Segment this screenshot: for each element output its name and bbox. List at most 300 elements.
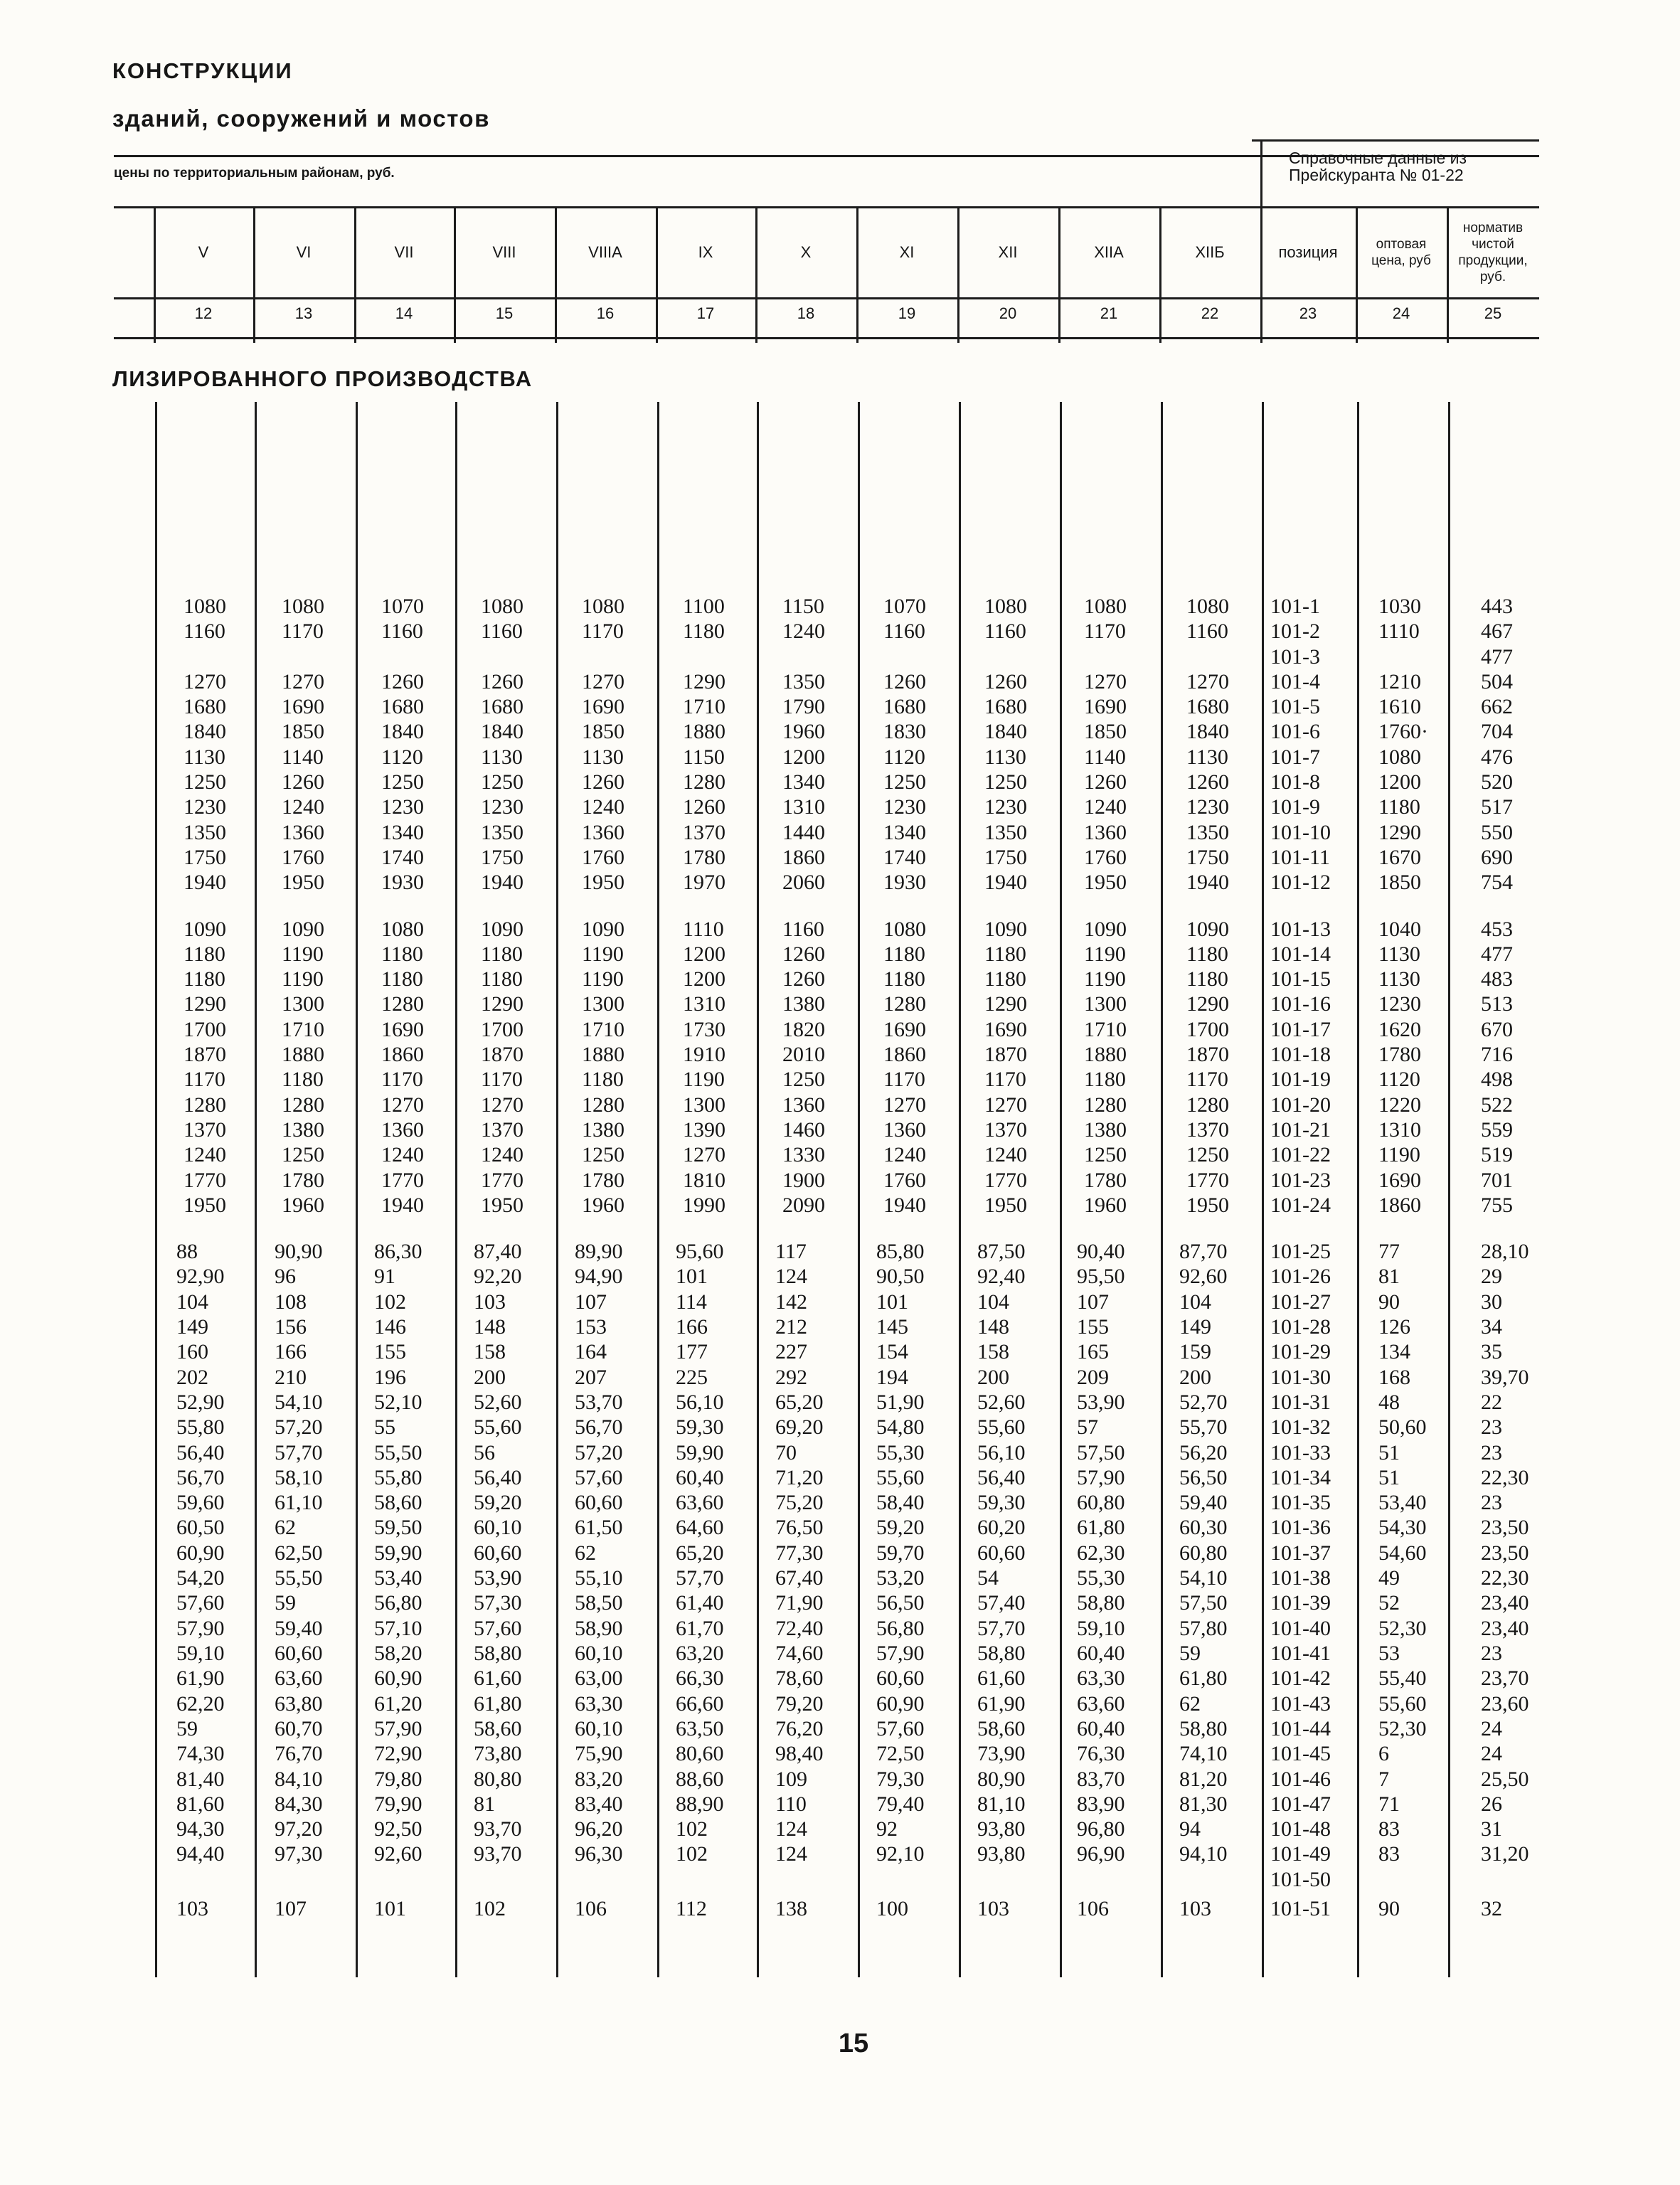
column-number: 18: [797, 304, 815, 322]
table-cell: 101-45: [1270, 1742, 1331, 1765]
table-cell: 57,60: [575, 1466, 623, 1489]
table-cell: 1080: [1378, 745, 1421, 769]
table-cell: 101-12: [1270, 871, 1331, 894]
table-cell: 23,50: [1481, 1516, 1529, 1539]
table-cell: 467: [1481, 620, 1513, 643]
table-cell: 56,80: [876, 1617, 925, 1640]
table-cell: 88,60: [676, 1767, 724, 1791]
table-cell: 1950: [1084, 871, 1127, 894]
table-cell: 56,10: [977, 1441, 1026, 1464]
table-cell: 96,80: [1077, 1817, 1125, 1841]
table-cell: 1680: [481, 695, 523, 718]
table-cell: 55,80: [374, 1466, 422, 1489]
table-cell: 1740: [883, 846, 926, 869]
table-cell: 156: [275, 1315, 307, 1339]
table-cell: 1100: [683, 595, 725, 618]
table-cell: 53,40: [374, 1566, 422, 1590]
table-cell: 57,30: [474, 1591, 522, 1615]
table-cell: 54,60: [1378, 1541, 1427, 1565]
table-cell: 60,40: [1077, 1642, 1125, 1665]
table-cell: 101-23: [1270, 1169, 1331, 1192]
table-cell: 1240: [282, 795, 324, 819]
table-cell: 92: [876, 1817, 898, 1841]
table-cell: 60,60: [977, 1541, 1026, 1565]
table-cell: 704: [1481, 720, 1513, 743]
table-cell: 754: [1481, 871, 1513, 894]
table-cell: 1190: [1084, 942, 1126, 966]
column-number: 21: [1100, 304, 1118, 322]
table-cell: 52,60: [977, 1391, 1026, 1414]
heading-line1: КОНСТРУКЦИИ: [112, 58, 293, 83]
table-cell: 62,50: [275, 1541, 323, 1565]
table-cell: 1360: [1084, 821, 1127, 844]
table-cell: 1170: [1084, 620, 1126, 643]
table-cell: 61,70: [676, 1617, 724, 1640]
table-cell: 56,40: [977, 1466, 1026, 1489]
table-cell: 1860: [1378, 1193, 1421, 1217]
table-cell: 101-4: [1270, 670, 1320, 693]
table-cell: 92,10: [876, 1842, 925, 1866]
column-header: VI: [296, 243, 312, 261]
table-cell: 56,50: [876, 1591, 925, 1615]
table-cell: 80,80: [474, 1767, 522, 1791]
table-cell: 1330: [782, 1143, 825, 1166]
table-cell: 1290: [683, 670, 725, 693]
table-cell: 1190: [282, 942, 324, 966]
table-cell: 104: [176, 1290, 208, 1314]
table-cell: 292: [775, 1366, 807, 1389]
table-cell: 23,50: [1481, 1541, 1529, 1565]
table-cell: 56,40: [176, 1441, 225, 1464]
table-cell: 1930: [381, 871, 424, 894]
table-cell: 71: [1378, 1792, 1400, 1816]
table-cell: 1870: [481, 1043, 523, 1066]
table-cell: 1260: [984, 670, 1027, 693]
table-cell: 1350: [782, 670, 825, 693]
table-cell: 1880: [683, 720, 725, 743]
table-cell: 194: [876, 1366, 908, 1389]
table-cell: 1160: [782, 918, 824, 941]
table-cell: 101-13: [1270, 918, 1331, 941]
table-cell: 56,70: [575, 1415, 623, 1439]
table-cell: 83,90: [1077, 1792, 1125, 1816]
table-cell: 58,10: [275, 1466, 323, 1489]
table-cell: 59,50: [374, 1516, 422, 1539]
table-cell: 149: [176, 1315, 208, 1339]
heading-line3: ЛИЗИРОВАННОГО ПРОИЗВОДСТВА: [112, 366, 533, 391]
table-cell: 670: [1481, 1018, 1513, 1041]
table-cell: 1840: [1186, 720, 1229, 743]
table-cell: 101-39: [1270, 1591, 1331, 1615]
table-cell: 103: [474, 1290, 506, 1314]
table-cell: 1750: [984, 846, 1027, 869]
table-cell: 101-22: [1270, 1143, 1331, 1166]
table-cell: 1240: [984, 1143, 1027, 1166]
table-cell: 1740: [381, 846, 424, 869]
table-cell: 1090: [184, 918, 226, 941]
table-cell: 701: [1481, 1169, 1513, 1192]
table-cell: 1260: [1186, 770, 1229, 794]
table-cell: 158: [474, 1340, 506, 1363]
table-cell: 57,60: [474, 1617, 522, 1640]
table-cell: 1290: [984, 992, 1027, 1016]
table-cell: 55,60: [977, 1415, 1026, 1439]
table-cell: 54,30: [1378, 1516, 1427, 1539]
table-cell: 1760·: [1378, 720, 1428, 743]
column-number: 16: [596, 304, 615, 322]
table-cell: 1240: [481, 1143, 523, 1166]
table-cell: 1260: [1084, 770, 1127, 794]
table-cell: 76,30: [1077, 1742, 1125, 1765]
column-number: 20: [999, 304, 1017, 322]
table-cell: 56,50: [1179, 1466, 1228, 1489]
table-cell: 24: [1481, 1742, 1502, 1765]
table-cell: 1860: [782, 846, 825, 869]
table-cell: 74,60: [775, 1642, 824, 1665]
table-cell: 1120: [883, 745, 925, 769]
table-cell: 1190: [582, 967, 624, 991]
table-cell: 55,30: [876, 1441, 925, 1464]
table-cell: 101-34: [1270, 1466, 1331, 1489]
table-cell: 1300: [582, 992, 624, 1016]
table-cell: 57,40: [977, 1591, 1026, 1615]
table-cell: 1690: [381, 1018, 424, 1041]
table-cell: 79,90: [374, 1792, 422, 1816]
table-cell: 92,60: [374, 1842, 422, 1866]
table-cell: 160: [176, 1340, 208, 1363]
table-cell: 1460: [782, 1118, 825, 1142]
table-cell: 100: [876, 1897, 908, 1920]
table-cell: 62,20: [176, 1692, 225, 1716]
table-cell: 101-24: [1270, 1193, 1331, 1217]
table-cell: 58,60: [474, 1717, 522, 1740]
table-cell: 1360: [782, 1093, 825, 1117]
table-cell: 89,90: [575, 1240, 623, 1263]
table-cell: 102: [676, 1817, 708, 1841]
table-cell: 88,90: [676, 1792, 724, 1816]
table-cell: 101-7: [1270, 745, 1320, 769]
table-cell: 1190: [683, 1068, 725, 1091]
table-cell: 94,10: [1179, 1842, 1228, 1866]
table-cell: 60,60: [474, 1541, 522, 1565]
table-cell: 52,60: [474, 1391, 522, 1414]
table-cell: 93,80: [977, 1842, 1026, 1866]
table-cell: 1080: [1186, 595, 1229, 618]
prices-label: цены по территориальным районам, руб.: [114, 166, 395, 181]
table-cell: 1240: [1084, 795, 1127, 819]
table-cell: 207: [575, 1366, 607, 1389]
table-cell: 1860: [381, 1043, 424, 1066]
table-cell: 101: [374, 1897, 406, 1920]
table-cell: 29: [1481, 1265, 1502, 1288]
table-cell: 155: [374, 1340, 406, 1363]
table-cell: 1180: [883, 942, 925, 966]
table-cell: 63,50: [676, 1717, 724, 1740]
table-cell: 1280: [282, 1093, 324, 1117]
table-cell: 1670: [1378, 846, 1421, 869]
table-cell: 504: [1481, 670, 1513, 693]
column-header: VIII: [492, 243, 516, 261]
table-cell: 1950: [984, 1193, 1027, 1217]
table-cell: 94,30: [176, 1817, 225, 1841]
table-cell: 1820: [782, 1018, 825, 1041]
table-cell: 107: [575, 1290, 607, 1314]
table-cell: 62: [575, 1541, 596, 1565]
table-cell: 1370: [1186, 1118, 1229, 1142]
table-cell: 56,10: [676, 1391, 724, 1414]
table-cell: 31,20: [1481, 1842, 1529, 1866]
table-cell: 77,30: [775, 1541, 824, 1565]
table-cell: 60,30: [1179, 1516, 1228, 1539]
table-cell: 39,70: [1481, 1366, 1529, 1389]
table-cell: 1170: [984, 1068, 1026, 1091]
table-cell: 62,30: [1077, 1541, 1125, 1565]
table-cell: 57,50: [1179, 1591, 1228, 1615]
table-cell: 58,40: [876, 1491, 925, 1514]
table-cell: 2010: [782, 1043, 825, 1066]
table-cell: 75,90: [575, 1742, 623, 1765]
table-cell: 1090: [582, 918, 624, 941]
column-header: XI: [899, 243, 915, 261]
table-cell: 60,40: [1077, 1717, 1125, 1740]
table-cell: 1160: [1186, 620, 1228, 643]
table-cell: 23,40: [1481, 1591, 1529, 1615]
table-cell: 1280: [883, 992, 926, 1016]
table-cell: 94,90: [575, 1265, 623, 1288]
table-cell: 83,70: [1077, 1767, 1125, 1791]
table-cell: 1080: [184, 595, 226, 618]
table-cell: 55: [374, 1415, 395, 1439]
table-cell: 1080: [1084, 595, 1127, 618]
table-cell: 61,40: [676, 1591, 724, 1615]
table-cell: 200: [1179, 1366, 1211, 1389]
table-cell: 23,70: [1481, 1666, 1529, 1690]
table-cell: 52: [1378, 1591, 1400, 1615]
table-cell: 52,70: [1179, 1391, 1228, 1414]
table-cell: 90: [1378, 1897, 1400, 1920]
column-header: VII: [394, 243, 414, 261]
table-cell: 59,30: [676, 1415, 724, 1439]
table-cell: 1950: [1186, 1193, 1229, 1217]
table-cell: 79,20: [775, 1692, 824, 1716]
table-cell: 1130: [184, 745, 225, 769]
table-cell: 1350: [984, 821, 1027, 844]
table-cell: 755: [1481, 1193, 1513, 1217]
table-cell: 112: [676, 1897, 707, 1920]
table-cell: 56: [474, 1441, 495, 1464]
table-cell: 84,10: [275, 1767, 323, 1791]
table-cell: 60,10: [575, 1642, 623, 1665]
table-cell: 1780: [683, 846, 725, 869]
table-cell: 57,70: [275, 1441, 323, 1464]
table-cell: 1280: [582, 1093, 624, 1117]
table-cell: 1940: [381, 1193, 424, 1217]
table-cell: 1260: [481, 670, 523, 693]
column-number: 22: [1201, 304, 1219, 322]
table-cell: 101-29: [1270, 1340, 1331, 1363]
table-cell: 1360: [582, 821, 624, 844]
table-cell: 56,20: [1179, 1441, 1228, 1464]
table-cell: 202: [176, 1366, 208, 1389]
table-cell: 57,90: [374, 1717, 422, 1740]
table-cell: 1160: [883, 620, 925, 643]
table-cell: 101-15: [1270, 967, 1331, 991]
table-cell: 1260: [683, 795, 725, 819]
table-cell: 103: [977, 1897, 1009, 1920]
table-cell: 1260: [782, 942, 825, 966]
column-separator: [455, 402, 457, 1977]
table-cell: 63,20: [676, 1642, 724, 1665]
table-cell: 102: [474, 1897, 506, 1920]
table-cell: 124: [775, 1265, 807, 1288]
table-cell: 80,60: [676, 1742, 724, 1765]
table-cell: 1160: [481, 620, 523, 643]
table-cell: 476: [1481, 745, 1513, 769]
table-cell: 1250: [481, 770, 523, 794]
table-cell: 61,80: [474, 1692, 522, 1716]
table-cell: 59,90: [676, 1441, 724, 1464]
table-cell: 1710: [1084, 1018, 1127, 1041]
table-cell: 166: [275, 1340, 307, 1363]
table-cell: 1360: [381, 1118, 424, 1142]
table-cell: 76,20: [775, 1717, 824, 1740]
table-cell: 57: [1077, 1415, 1098, 1439]
table-cell: 101-42: [1270, 1666, 1331, 1690]
table-cell: 103: [176, 1897, 208, 1920]
table-cell: 101-41: [1270, 1642, 1331, 1665]
table-cell: 101-37: [1270, 1541, 1331, 1565]
table-cell: 51: [1378, 1441, 1400, 1464]
table-cell: 1700: [184, 1018, 226, 1041]
table-cell: 101-36: [1270, 1516, 1331, 1539]
table-cell: 1780: [1378, 1043, 1421, 1066]
table-cell: 92,50: [374, 1817, 422, 1841]
table-cell: 101: [676, 1265, 708, 1288]
table-cell: 96: [275, 1265, 296, 1288]
table-cell: 98,40: [775, 1742, 824, 1765]
column-separator: [1357, 402, 1359, 1977]
table-cell: 60,50: [176, 1516, 225, 1539]
table-cell: 1200: [782, 745, 825, 769]
table-cell: 101-1: [1270, 595, 1320, 618]
table-cell: 22,30: [1481, 1466, 1529, 1489]
table-cell: 1880: [582, 1043, 624, 1066]
table-cell: 1960: [282, 1193, 324, 1217]
table-cell: 1760: [282, 846, 324, 869]
table-cell: 1840: [984, 720, 1027, 743]
table-cell: 1950: [184, 1193, 226, 1217]
table-cell: 1140: [1084, 745, 1126, 769]
table-cell: 53,40: [1378, 1491, 1427, 1514]
column-separator: [155, 402, 157, 1977]
table-cell: 58,80: [977, 1642, 1026, 1665]
table-cell: 1150: [782, 595, 824, 618]
table-cell: 1790: [782, 695, 825, 718]
table-cell: 54,20: [176, 1566, 225, 1590]
table-cell: 63,60: [275, 1666, 323, 1690]
table-cell: 1950: [282, 871, 324, 894]
table-cell: 1970: [683, 871, 725, 894]
table-cell: 53,90: [474, 1566, 522, 1590]
table-cell: 106: [575, 1897, 607, 1920]
table-cell: 1350: [481, 821, 523, 844]
table-cell: 1180: [184, 942, 225, 966]
column-number: 19: [898, 304, 916, 322]
table-cell: 70: [775, 1441, 797, 1464]
table-cell: 103: [1179, 1897, 1211, 1920]
table-cell: 52,10: [374, 1391, 422, 1414]
table-cell: 1750: [481, 846, 523, 869]
table-cell: 1270: [381, 1093, 424, 1117]
table-cell: 60,90: [876, 1692, 925, 1716]
table-cell: 53: [1378, 1642, 1400, 1665]
table-cell: 1180: [1186, 967, 1228, 991]
table-cell: 58,60: [977, 1717, 1026, 1740]
table-cell: 1350: [1186, 821, 1229, 844]
table-cell: 57,60: [176, 1591, 225, 1615]
table-cell: 50,60: [1378, 1415, 1427, 1439]
table-cell: 1240: [381, 1143, 424, 1166]
column-separator: [356, 402, 358, 1977]
table-cell: 124: [775, 1842, 807, 1866]
table-cell: 54,10: [275, 1391, 323, 1414]
table-cell: 86,30: [374, 1240, 422, 1263]
table-cell: 1260: [782, 967, 825, 991]
table-cell: 101-35: [1270, 1491, 1331, 1514]
table-cell: 1290: [1186, 992, 1229, 1016]
table-cell: 1690: [1378, 1169, 1421, 1192]
table-cell: 1190: [582, 942, 624, 966]
table-cell: 1300: [282, 992, 324, 1016]
table-cell: 1870: [184, 1043, 226, 1066]
table-cell: 1940: [984, 871, 1027, 894]
table-cell: 1130: [481, 745, 523, 769]
table-cell: 1680: [984, 695, 1027, 718]
table-cell: 90,40: [1077, 1240, 1125, 1263]
table-cell: 81,10: [977, 1792, 1026, 1816]
table-cell: 1290: [184, 992, 226, 1016]
table-cell: 22,30: [1481, 1566, 1529, 1590]
table-cell: 58,80: [1179, 1717, 1228, 1740]
table-cell: 1130: [1186, 745, 1228, 769]
table-cell: 60,60: [876, 1666, 925, 1690]
table-cell: 1180: [184, 967, 225, 991]
table-cell: 1140: [282, 745, 324, 769]
table-cell: 101-27: [1270, 1290, 1331, 1314]
table-cell: 1230: [1186, 795, 1229, 819]
table-cell: 1240: [782, 620, 825, 643]
table-cell: 1350: [184, 821, 226, 844]
table-cell: 1260: [381, 670, 424, 693]
table-cell: 1300: [683, 1093, 725, 1117]
table-cell: 1690: [984, 1018, 1027, 1041]
table-cell: 1070: [381, 595, 424, 618]
table-cell: 1340: [883, 821, 926, 844]
table-cell: 35: [1481, 1340, 1502, 1363]
column-header: норматив чистой продукции, руб.: [1458, 220, 1528, 285]
table-cell: 177: [676, 1340, 708, 1363]
column-number: 25: [1484, 304, 1502, 322]
table-cell: 154: [876, 1340, 908, 1363]
table-cell: 83: [1378, 1817, 1400, 1841]
table-cell: 1130: [984, 745, 1026, 769]
table-cell: 6: [1378, 1742, 1389, 1765]
table-cell: 1760: [1084, 846, 1127, 869]
reference-label: Справочные данные из Прейскуранта № 01-22: [1289, 149, 1467, 184]
table-cell: 59,10: [1077, 1617, 1125, 1640]
table-cell: 93,70: [474, 1842, 522, 1866]
header-rule-3: [114, 297, 1539, 299]
